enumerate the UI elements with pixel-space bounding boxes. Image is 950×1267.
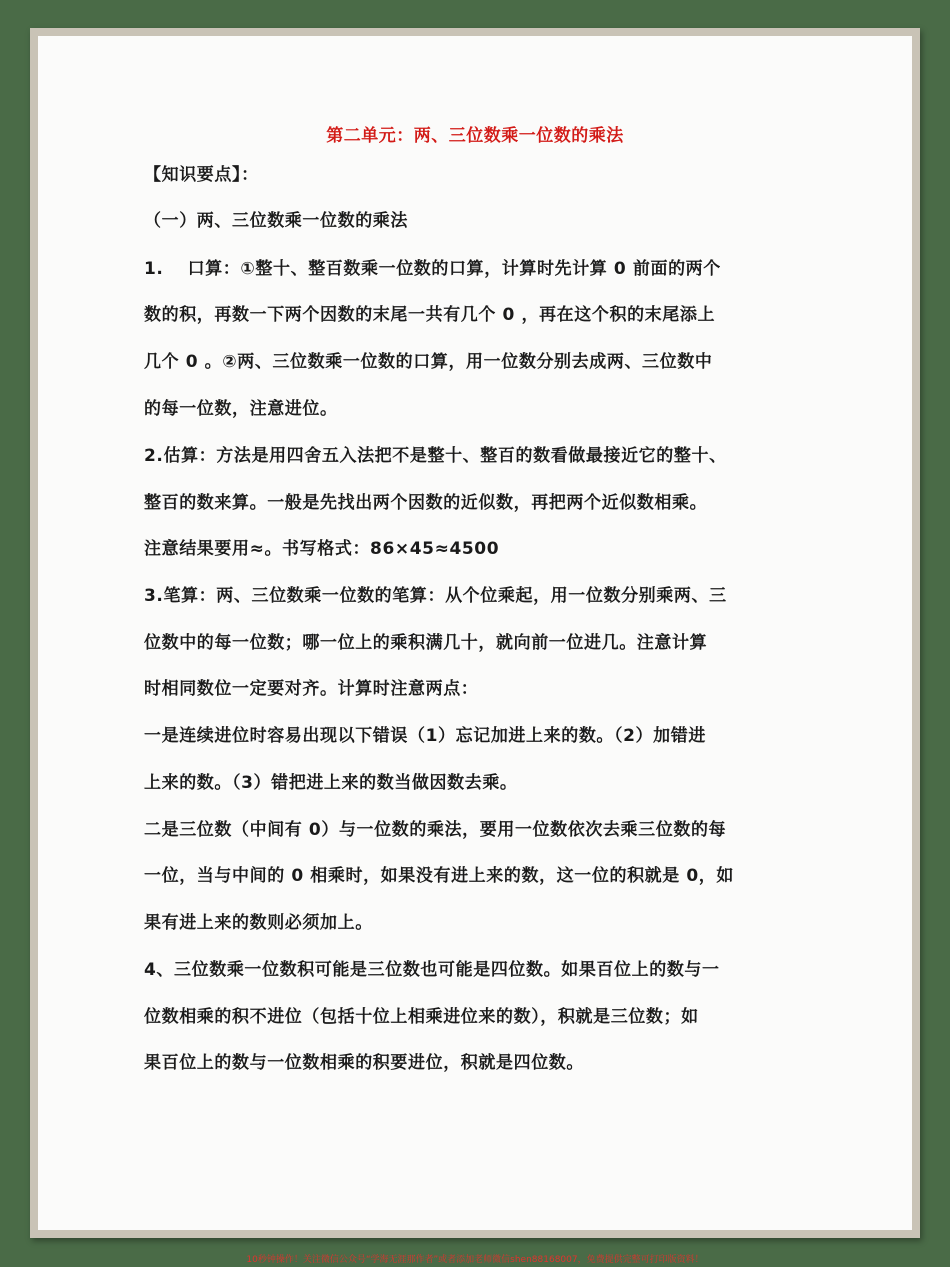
paragraph-line: 一是连续进位时容易出现以下错误（1）忘记加进上来的数。（2）加错进 [144,726,706,746]
paragraph-line: 几个 0 。②两、三位数乘一位数的口算，用一位数分别去成两、三位数中 [144,352,713,372]
paragraph-line: 二是三位数（中间有 0）与一位数的乘法，要用一位数依次去乘三位数的每 [144,820,727,840]
document-title: 第二单元：两、三位数乘一位数的乘法 [326,126,624,146]
paragraph-line: 数的积，再数一下两个因数的末尾一共有几个 0 ，再在这个积的末尾添上 [144,305,716,325]
section-heading: 【知识要点】： [144,165,259,185]
paragraph-line: 1. 口算：①整十、整百数乘一位数的口算，计算时先计算 0 前面的两个 [144,259,721,279]
paragraph-line: 3.笔算：两、三位数乘一位数的笔算：从个位乘起，用一位数分别乘两、三 [144,586,727,606]
paragraph-line: 时相同数位一定要对齐。计算时注意两点： [144,679,479,699]
paragraph-line: 的每一位数，注意进位。 [144,399,338,419]
paragraph-line: 果有进上来的数则必须加上。 [144,913,373,933]
paragraph-line: 果百位上的数与一位数相乘的积要进位，积就是四位数。 [144,1053,584,1073]
paragraph-line: 整百的数来算。一般是先找出两个因数的近似数，再把两个近似数相乘。 [144,493,708,513]
paragraph-line: 4、三位数乘一位数积可能是三位数也可能是四位数。如果百位上的数与一 [144,960,720,980]
subsection-heading: （一）两、三位数乘一位数的乘法 [144,211,408,231]
paragraph-line: 位数相乘的积不进位（包括十位上相乘进位来的数），积就是三位数；如 [144,1007,699,1027]
paragraph-line: 上来的数。（3）错把进上来的数当做因数去乘。 [144,773,518,793]
paragraph-line: 2.估算：方法是用四舍五入法把不是整十、整百的数看做最接近它的整十、 [144,446,727,466]
paragraph-line: 一位，当与中间的 0 相乘时，如果没有进上来的数，这一位的积就是 0，如 [144,866,735,886]
paragraph-line: 位数中的每一位数；哪一位上的乘积满几十，就向前一位进几。注意计算 [144,633,708,653]
footer-notice: 10秒钟操作！关注微信公众号“学海无涯那作者”或者添加老师微信shen88168007，免费提供完整可打印版资料！ [246,1255,704,1265]
paragraph-line: 注意结果要用≈。书写格式：86×45≈4500 [144,539,500,559]
